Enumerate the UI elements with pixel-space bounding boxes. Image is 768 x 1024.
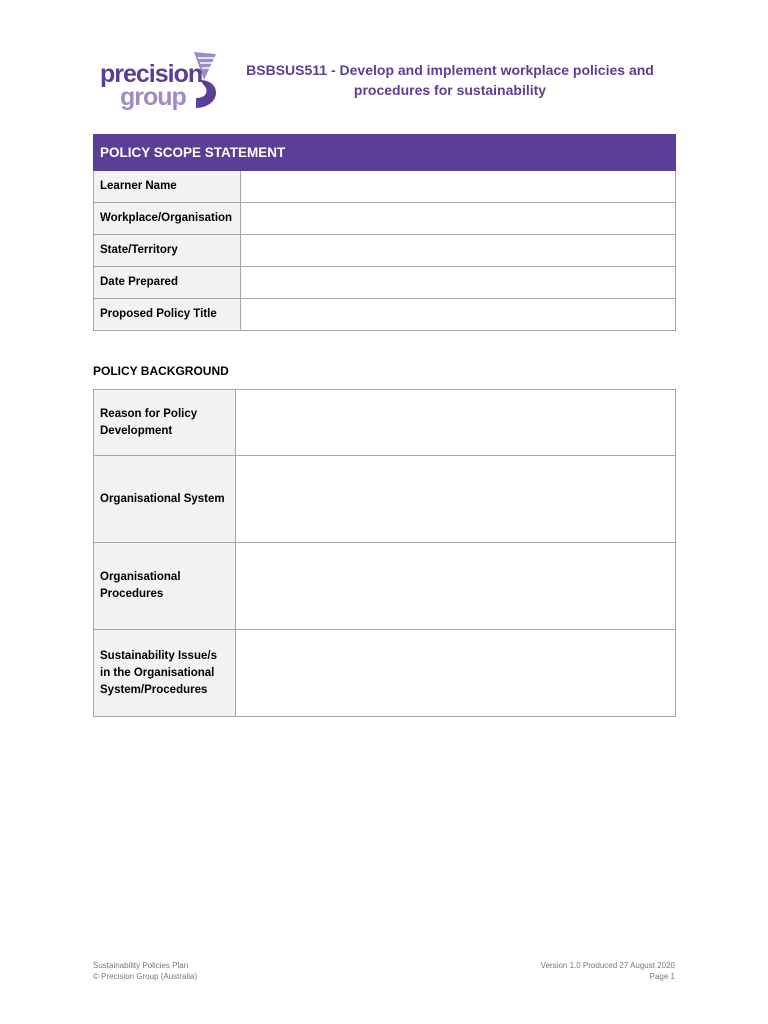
organisational-procedures-label: Organisational Procedures (94, 543, 236, 630)
table-row (94, 630, 676, 717)
reason-for-policy-field[interactable] (236, 390, 676, 456)
policy-scope-heading: POLICY SCOPE STATEMENT (94, 135, 676, 171)
table-row (94, 390, 676, 456)
logo-word-group: group (120, 83, 186, 111)
footer-left (93, 960, 197, 982)
date-prepared-field[interactable] (241, 267, 676, 299)
table-row (94, 543, 676, 630)
date-prepared-label: Date Prepared (94, 267, 241, 299)
proposed-policy-title-label: Proposed Policy Title (94, 299, 241, 331)
footer-version: Version 1.0 Produced 27 August 2020 (540, 961, 675, 970)
reason-for-policy-label: Reason for Policy Development (94, 390, 236, 456)
workplace-organisation-label: Workplace/Organisation (94, 203, 241, 235)
policy-background-heading: POLICY BACKGROUND (93, 364, 229, 378)
footer-copyright: © Precision Group (Australia) (93, 972, 198, 981)
table-row (94, 171, 676, 203)
footer-right (541, 960, 675, 982)
sustainability-issues-field[interactable] (236, 630, 676, 717)
table-row (94, 235, 676, 267)
logo-word-precision: precision (100, 60, 203, 88)
table-row (94, 203, 676, 235)
organisational-procedures-field[interactable] (236, 543, 676, 630)
policy-background-table (93, 389, 676, 717)
organisational-system-label: Organisational System (94, 456, 236, 543)
state-territory-label: State/Territory (94, 235, 241, 267)
table-row (94, 456, 676, 543)
workplace-organisation-field[interactable] (241, 203, 676, 235)
policy-scope-header-row (94, 135, 676, 171)
document-title: BSBSUS511 - Develop and implement workplace policies and procedures for sustainability (246, 62, 654, 98)
policy-scope-table (93, 134, 676, 331)
table-row (94, 267, 676, 299)
state-territory-field[interactable] (241, 235, 676, 267)
proposed-policy-title-field[interactable] (241, 299, 676, 331)
precision-group-logo (100, 50, 220, 112)
sustainability-issues-label: Sustainability Issue/s in the Organisational System/Procedures (94, 630, 236, 717)
learner-name-label: Learner Name (94, 171, 241, 203)
organisational-system-field[interactable] (236, 456, 676, 543)
learner-name-field[interactable] (241, 171, 676, 203)
footer-page-number: Page 1 (649, 972, 675, 981)
table-row (94, 299, 676, 331)
footer-document-name: Sustainability Policies Plan (93, 961, 189, 970)
